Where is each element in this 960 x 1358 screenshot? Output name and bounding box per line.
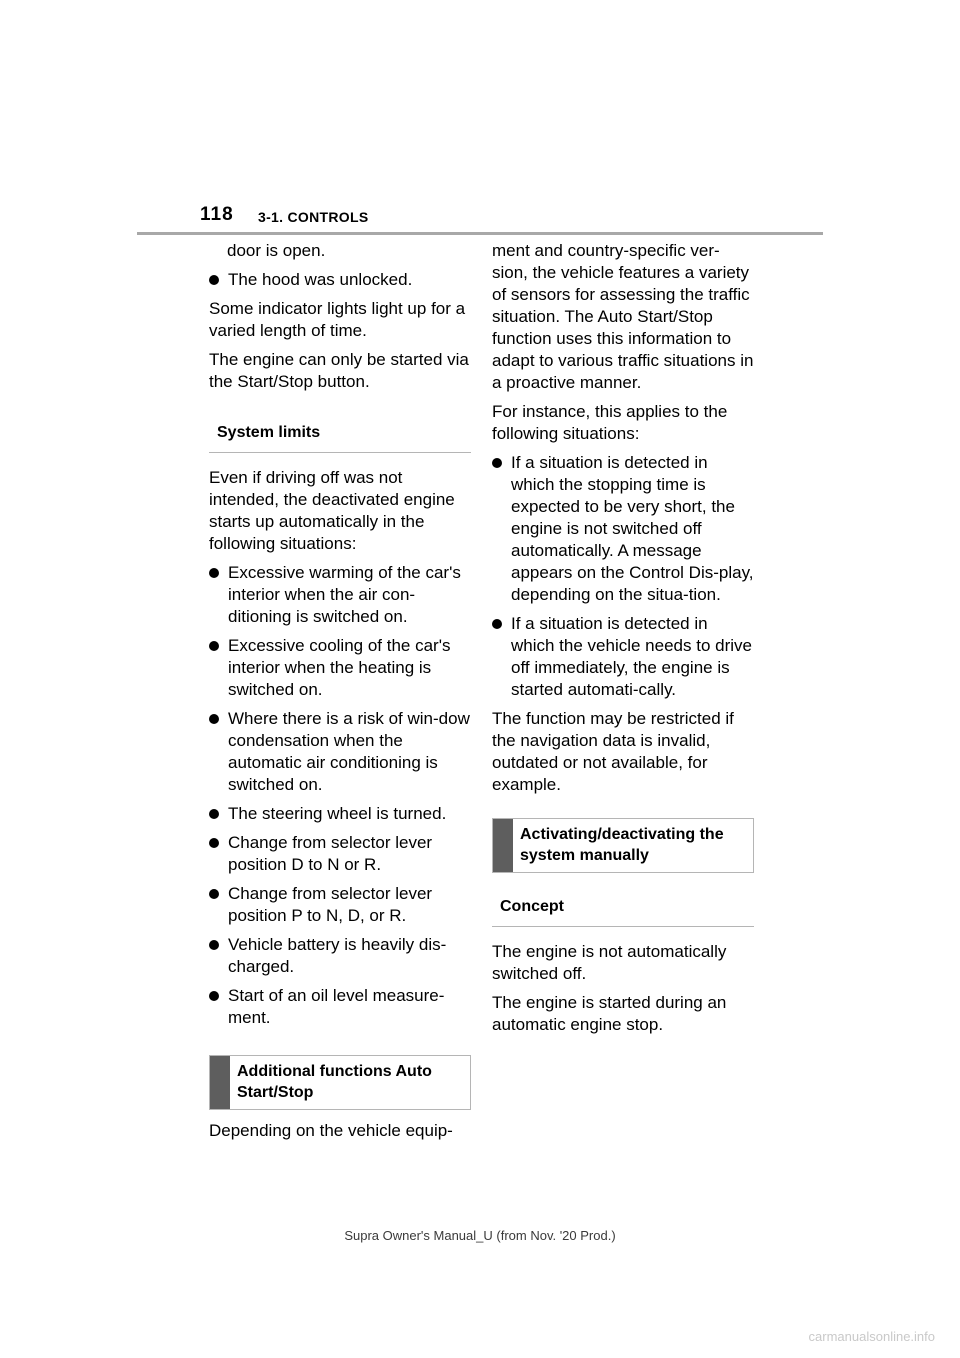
paragraph: ment and country-specific ver-sion, the vehicle features a variety of sensors for assessing the traffic situation. The Auto Start/Stop function uses this information to adapt to various traffic situations in a proactive manner. [492,241,754,392]
left-column [209,240,471,1149]
continued-text: door is open. [227,241,326,260]
bullet-icon [209,809,219,819]
heading-activating-deactivating [492,818,754,873]
subheading-concept: Concept [492,887,754,927]
list-item [209,635,471,701]
bullet-icon [209,714,219,724]
heading-text: Activating/deactivating the system manually [520,826,724,864]
list-item [492,613,754,701]
paragraph: Even if driving off was not intended, the deactivated engine starts up automatically in the following situations: [209,468,455,553]
list-item-text: If a situation is detected in which the stopping time is expected to be very short, the engine is not switched off automatically. A message appears on the Control Dis-play, depending on the situa-tion. [511,453,754,604]
bullet-icon [209,838,219,848]
list-item-text: The steering wheel is turned. [228,804,447,823]
paragraph: The engine is not automatically switched off. [492,942,727,983]
list-item [492,452,754,606]
header-divider [137,232,823,235]
list-item-text: Excessive cooling of the car's interior when the heating is switched on. [228,636,451,699]
list-item [209,985,471,1029]
watermark: carmanualsonline.info [808,1329,935,1344]
bullet-icon [209,275,219,285]
list-item-text: Start of an oil level measure-ment. [228,986,445,1027]
list-item-text: Excessive warming of the car's interior when the air con-ditioning is switched on. [228,563,461,626]
list-item-text: Change from selector lever position P to N, D, or R. [228,884,433,925]
list-item [209,269,471,291]
subheading-system-limits: System limits [209,413,471,453]
list-item-text: The hood was unlocked. [228,270,413,289]
paragraph: The engine is started during an automatic engine stop. [492,993,727,1034]
page-number: 118 [200,204,234,225]
list-item [209,832,471,876]
list-item [209,934,471,978]
paragraph: The function may be restricted if the navigation data is invalid, outdated or not available, for example. [492,709,734,794]
list-item [209,708,471,796]
section-title: 3-1. CONTROLS [258,209,369,225]
heading-text: Additional functions Auto Start/Stop [237,1063,432,1101]
footer-manual-title: Supra Owner's Manual_U (from Nov. '20 Prod.) [344,1228,616,1243]
bullet-icon [209,940,219,950]
heading-bar [210,1056,230,1109]
bullet-icon [209,641,219,651]
bullet-icon [209,568,219,578]
bullet-icon [492,458,502,468]
list-item-text: If a situation is detected in which the vehicle needs to drive off immediately, the engine is started automati-cally. [511,614,752,699]
paragraph: The engine can only be started via the Start/Stop button. [209,350,469,391]
heading-additional-functions [209,1055,471,1110]
list-item-text: Vehicle battery is heavily dis-charged. [228,935,447,976]
bullet-icon [209,889,219,899]
list-item [209,803,471,825]
list-item-text: Change from selector lever position D to N or R. [228,833,433,874]
paragraph: For instance, this applies to the following situations: [492,402,728,443]
paragraph: Depending on the vehicle equip- [209,1121,453,1140]
list-item-text: Where there is a risk of win-dow condensation when the automatic air conditioning is switched on. [228,709,470,794]
bullet-icon [209,991,219,1001]
list-item [209,562,471,628]
page-header [0,0,960,240]
paragraph: Some indicator lights light up for a varied length of time. [209,299,466,340]
list-item [209,883,471,927]
right-column [492,240,754,1043]
heading-bar [493,819,513,872]
bullet-icon [492,619,502,629]
